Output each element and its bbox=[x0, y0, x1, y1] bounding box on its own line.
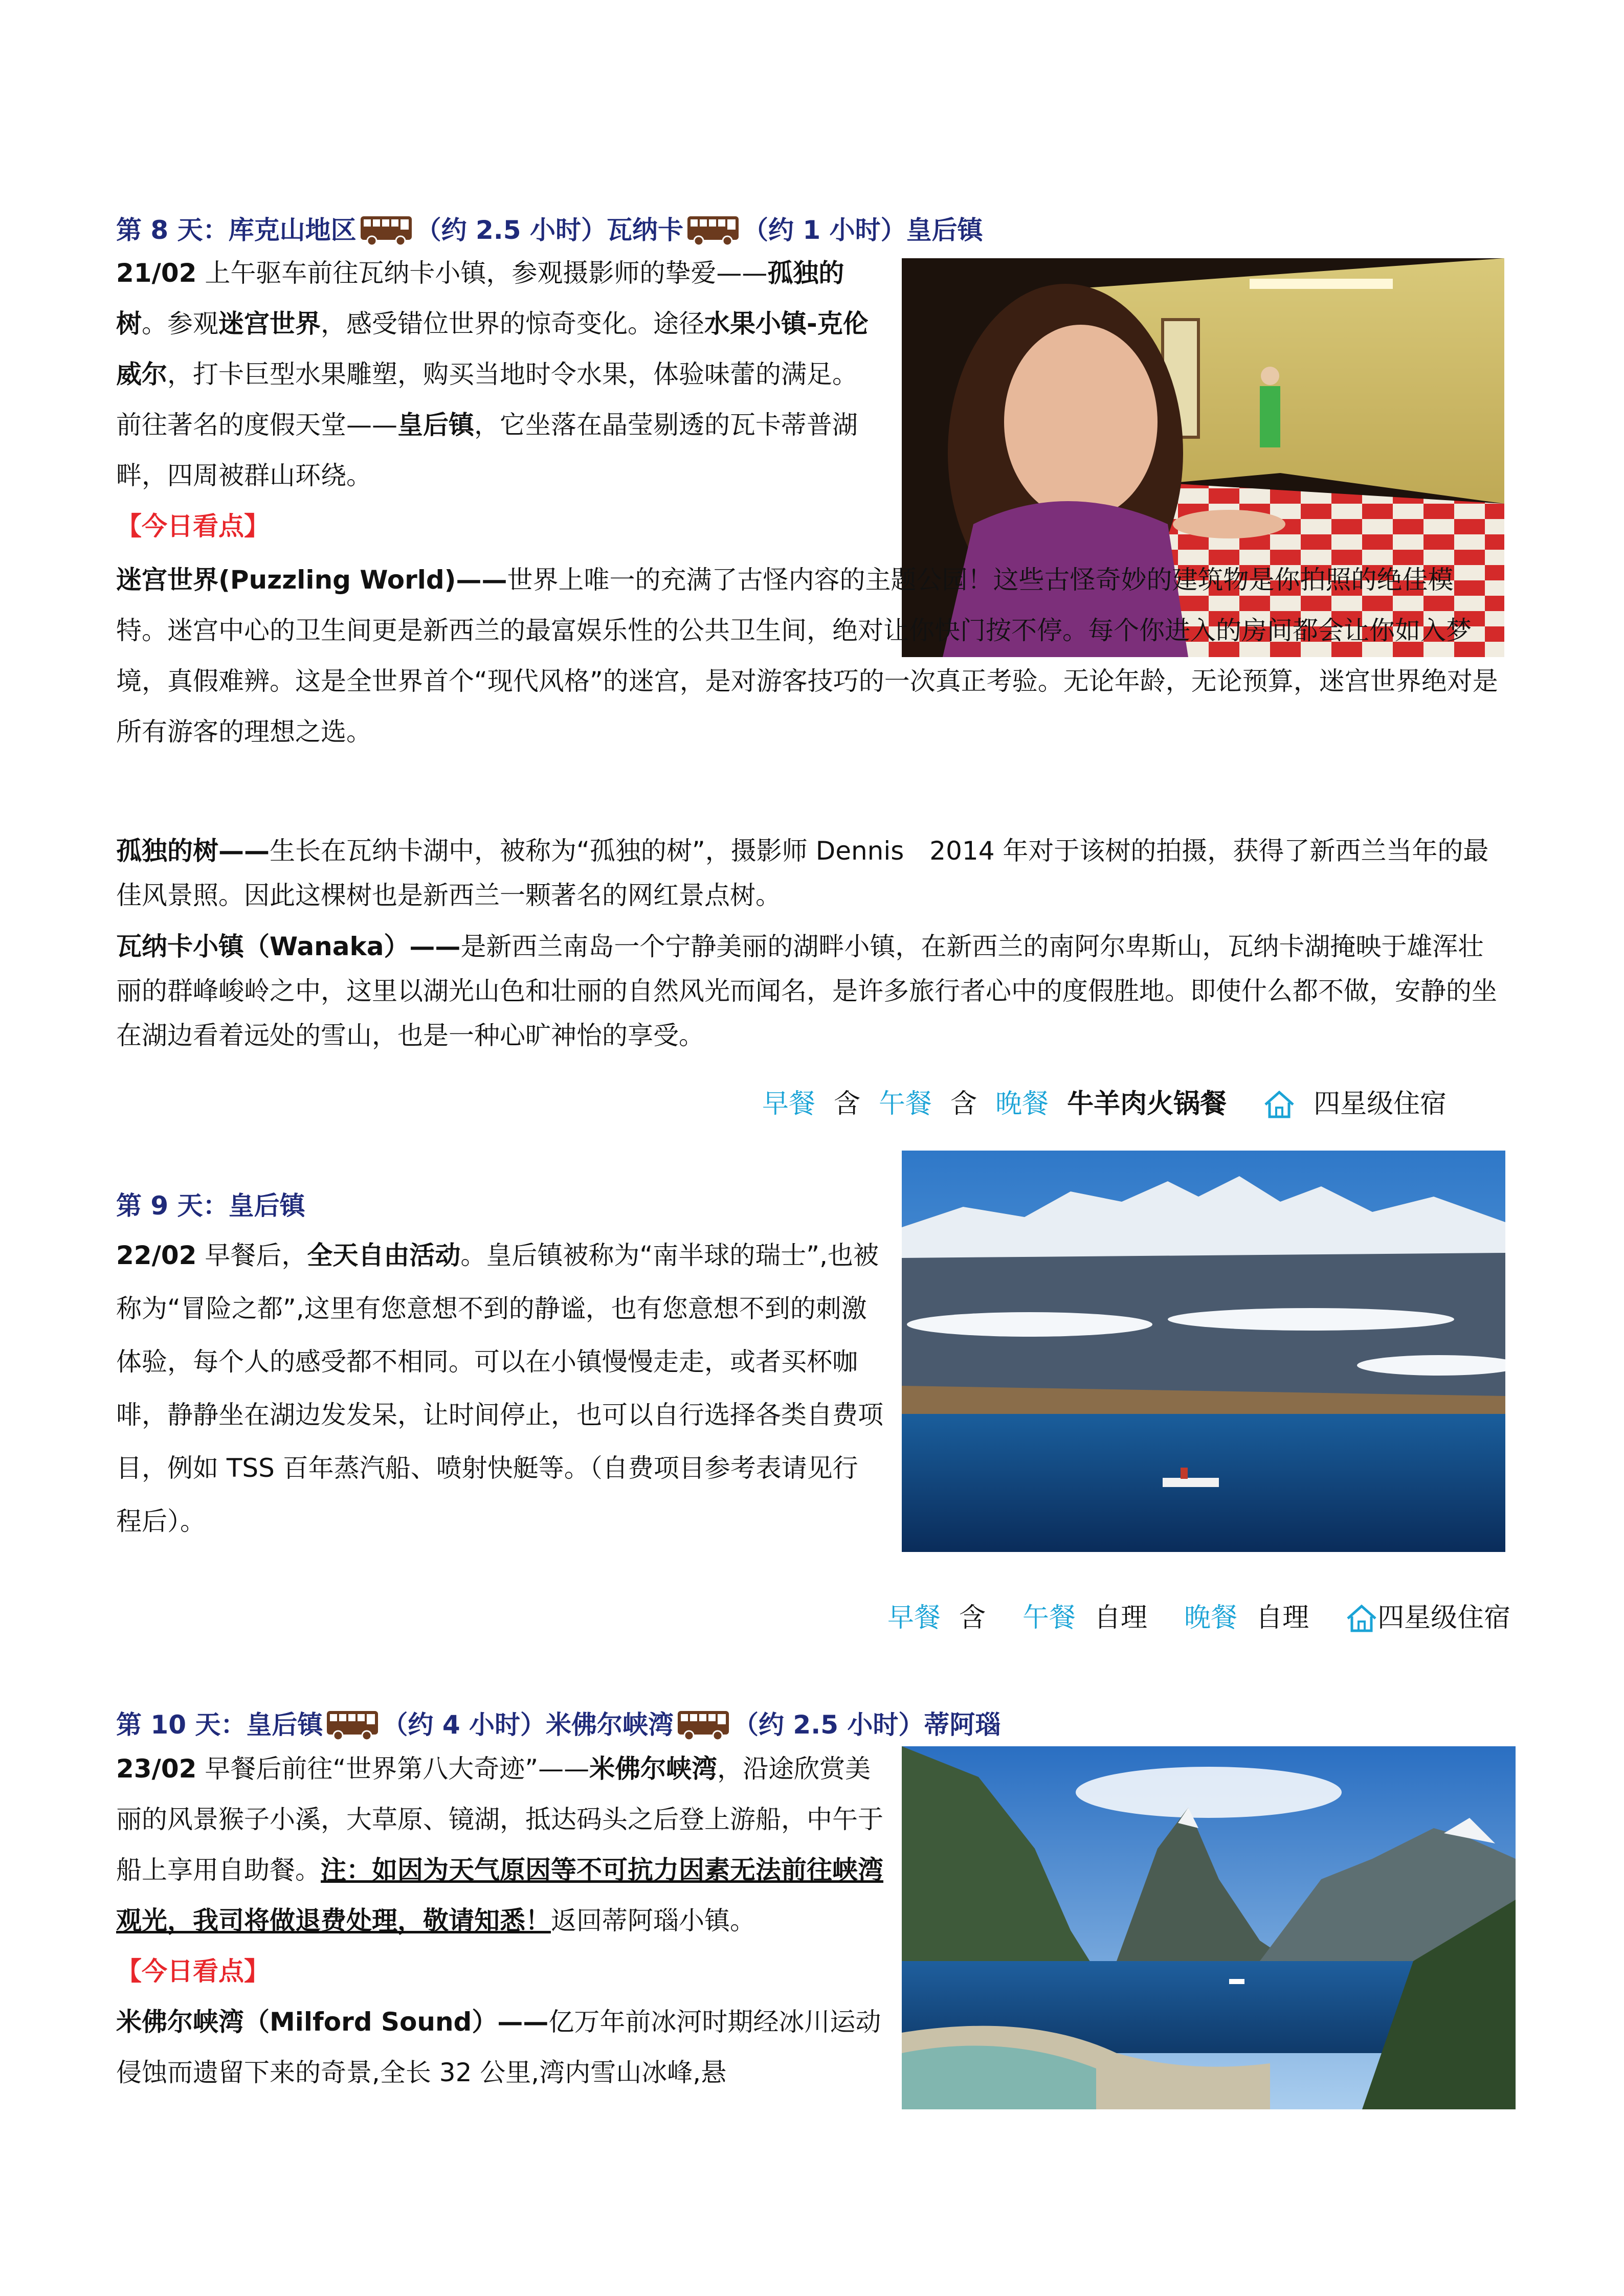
text-bold: 孤独的树 bbox=[116, 258, 844, 339]
breakfast-value: 含 bbox=[959, 1603, 986, 1633]
text: 上午驱车前往瓦纳卡小镇，参观摄影师的挚爱—— bbox=[196, 258, 768, 288]
day10-title-end: （约 2.5 小时）蒂阿瑙 bbox=[733, 1710, 1001, 1740]
day10-date: 23/02 bbox=[116, 1754, 197, 1784]
maze-text: 世界上唯一的充满了古怪内容的主题公园！这些古怪奇妙的建筑物是你拍照的绝佳模特。迷宫中心的卫生间更是新西兰的最富娱乐性的公共卫生间，绝对让你快门按不停。每个你进入的房间都会让你如入梦境，真假难辨。这是全世界首个“现代风格”的迷宫，是对游客技巧的一次真正考验。无论年龄，无论预算，迷宫世界绝对是所有游客的理想之选。 bbox=[116, 565, 1498, 747]
day9-meals bbox=[887, 1603, 1510, 1633]
house-icon bbox=[1263, 1089, 1295, 1119]
text-bold: 全天自由活动 bbox=[307, 1241, 461, 1270]
tree-title: 孤独的树—— bbox=[116, 836, 270, 866]
day10-title bbox=[116, 1708, 1000, 1742]
house-icon bbox=[1346, 1603, 1377, 1633]
maze-title: 迷宫世界(Puzzling World)—— bbox=[116, 565, 507, 595]
text: 返回蒂阿瑙小镇。 bbox=[551, 1906, 755, 1935]
text-bold: 米佛尔峡湾 bbox=[589, 1754, 718, 1784]
hotel-value: 四星级住宿 bbox=[1314, 1089, 1447, 1119]
day8-meals bbox=[762, 1089, 1447, 1119]
day8-wanaka-section bbox=[116, 925, 1502, 1058]
milford-text: 亿万年前冰河时期经冰川运动侵蚀而遗留下来的奇景,全长 32 公里,湾内雪山冰峰,悬 bbox=[116, 2007, 881, 2087]
wanaka-title: 瓦纳卡小镇（Wanaka）—— bbox=[116, 932, 461, 961]
wanaka-text: 是新西兰南岛一个宁静美丽的湖畔小镇，在新西兰的南阿尔卑斯山，瓦纳卡湖掩映于雄浑壮丽的群峰峻岭之中，这里以湖光山色和壮丽的自然风光而闻名，是许多旅行者心中的度假胜地。即使什么都不做，安静的坐在湖边看着远处的雪山，也是一种心旷神怡的享受。 bbox=[116, 932, 1497, 1050]
lunch-value: 含 bbox=[950, 1089, 977, 1119]
text: ，它坐落在晶莹剔透的瓦卡蒂普湖畔，四周被群山环绕。 bbox=[116, 410, 858, 490]
day8-tree-section bbox=[116, 829, 1502, 918]
day8-intro bbox=[116, 248, 878, 552]
day8-highlight-heading: 【今日看点】 bbox=[116, 511, 270, 541]
lunch-label: 午餐 bbox=[1022, 1603, 1076, 1633]
breakfast-value: 含 bbox=[834, 1089, 861, 1119]
dinner-value: 牛羊肉火锅餐 bbox=[1067, 1089, 1227, 1119]
queenstown-lake-photo bbox=[902, 1151, 1505, 1552]
text-bold: 水果小镇-克伦威尔 bbox=[116, 309, 869, 389]
bus-icon bbox=[686, 213, 740, 247]
text: 早餐后， bbox=[196, 1241, 307, 1270]
weather-notice: 注：如因为天气原因等不可抗力因素无法前往峡湾观光，我司将做退费处理，敬请知悉！ bbox=[116, 1855, 883, 1935]
day8-maze-text bbox=[116, 555, 1502, 757]
breakfast-label: 早餐 bbox=[887, 1603, 941, 1633]
day8-title-middle: （约 2.5 小时）瓦纳卡 bbox=[415, 215, 683, 245]
dinner-value: 自理 bbox=[1256, 1603, 1309, 1633]
text: 。参观 bbox=[142, 309, 218, 339]
text: 。皇后镇被称为“南半球的瑞士”,也被称为“冒险之都”,这里有您意想不到的静谧，也有您意想不到的刺激体验，每个人的感受都不相同。可以在小镇慢慢走走，或者买杯咖啡，静静坐在湖边发发呆，让时间停止，也可以自行选择各类自费项目，例如 TSS 百年蒸汽船、喷射快艇等。（自费项目参考表请见行程后）。 bbox=[116, 1241, 883, 1536]
bus-icon bbox=[360, 213, 413, 247]
day8-title bbox=[116, 213, 983, 247]
day8-date: 21/02 bbox=[116, 258, 197, 288]
text: ，感受错位世界的惊奇变化。途径 bbox=[321, 309, 704, 339]
milford-title: 米佛尔峡湾（Milford Sound）—— bbox=[116, 2007, 549, 2037]
day10-title-start: 第 10 天：皇后镇 bbox=[116, 1710, 323, 1740]
lunch-value: 自理 bbox=[1094, 1603, 1148, 1633]
day8-title-end: （约 1 小时）皇后镇 bbox=[743, 215, 983, 245]
day9-date: 22/02 bbox=[116, 1241, 197, 1270]
hotel-value: 四星级住宿 bbox=[1377, 1603, 1511, 1633]
text: ，打卡巨型水果雕塑，购买当地时令水果，体验味蕾的满足。前往著名的度假天堂—— bbox=[116, 359, 858, 440]
text: 早餐后前往“世界第八大奇迹”—— bbox=[196, 1754, 590, 1784]
day8-title-start: 第 8 天：库克山地区 bbox=[116, 215, 357, 245]
tree-text: 生长在瓦纳卡湖中，被称为“孤独的树”，摄影师 Dennis 2014 年对于该树的拍摄，获得了新西兰当年的最佳风景照。因此这棵树也是新西兰一颗著名的网红景点树。 bbox=[116, 836, 1489, 910]
day10-highlight-heading: 【今日看点】 bbox=[116, 1956, 270, 1986]
breakfast-label: 早餐 bbox=[762, 1089, 816, 1119]
day10-title-middle: （约 4 小时）米佛尔峡湾 bbox=[382, 1710, 674, 1740]
bus-icon bbox=[677, 1708, 730, 1742]
day9-title-text: 第 9 天：皇后镇 bbox=[116, 1191, 305, 1221]
text-bold: 皇后镇 bbox=[397, 410, 474, 440]
day9-title bbox=[116, 1193, 305, 1219]
dinner-label: 晚餐 bbox=[1184, 1603, 1238, 1633]
dinner-label: 晚餐 bbox=[995, 1089, 1049, 1119]
lunch-label: 午餐 bbox=[879, 1089, 932, 1119]
day9-body bbox=[116, 1229, 883, 1548]
text: ，沿途欣赏美丽的风景猴子小溪，大草原、镜湖，抵达码头之后登上游船，中午于船上享用自助餐。 bbox=[116, 1754, 883, 1885]
milford-sound-photo bbox=[902, 1746, 1516, 2109]
bus-icon bbox=[326, 1708, 379, 1742]
day10-body bbox=[116, 1744, 883, 2098]
text-bold: 迷宫世界 bbox=[218, 309, 321, 339]
